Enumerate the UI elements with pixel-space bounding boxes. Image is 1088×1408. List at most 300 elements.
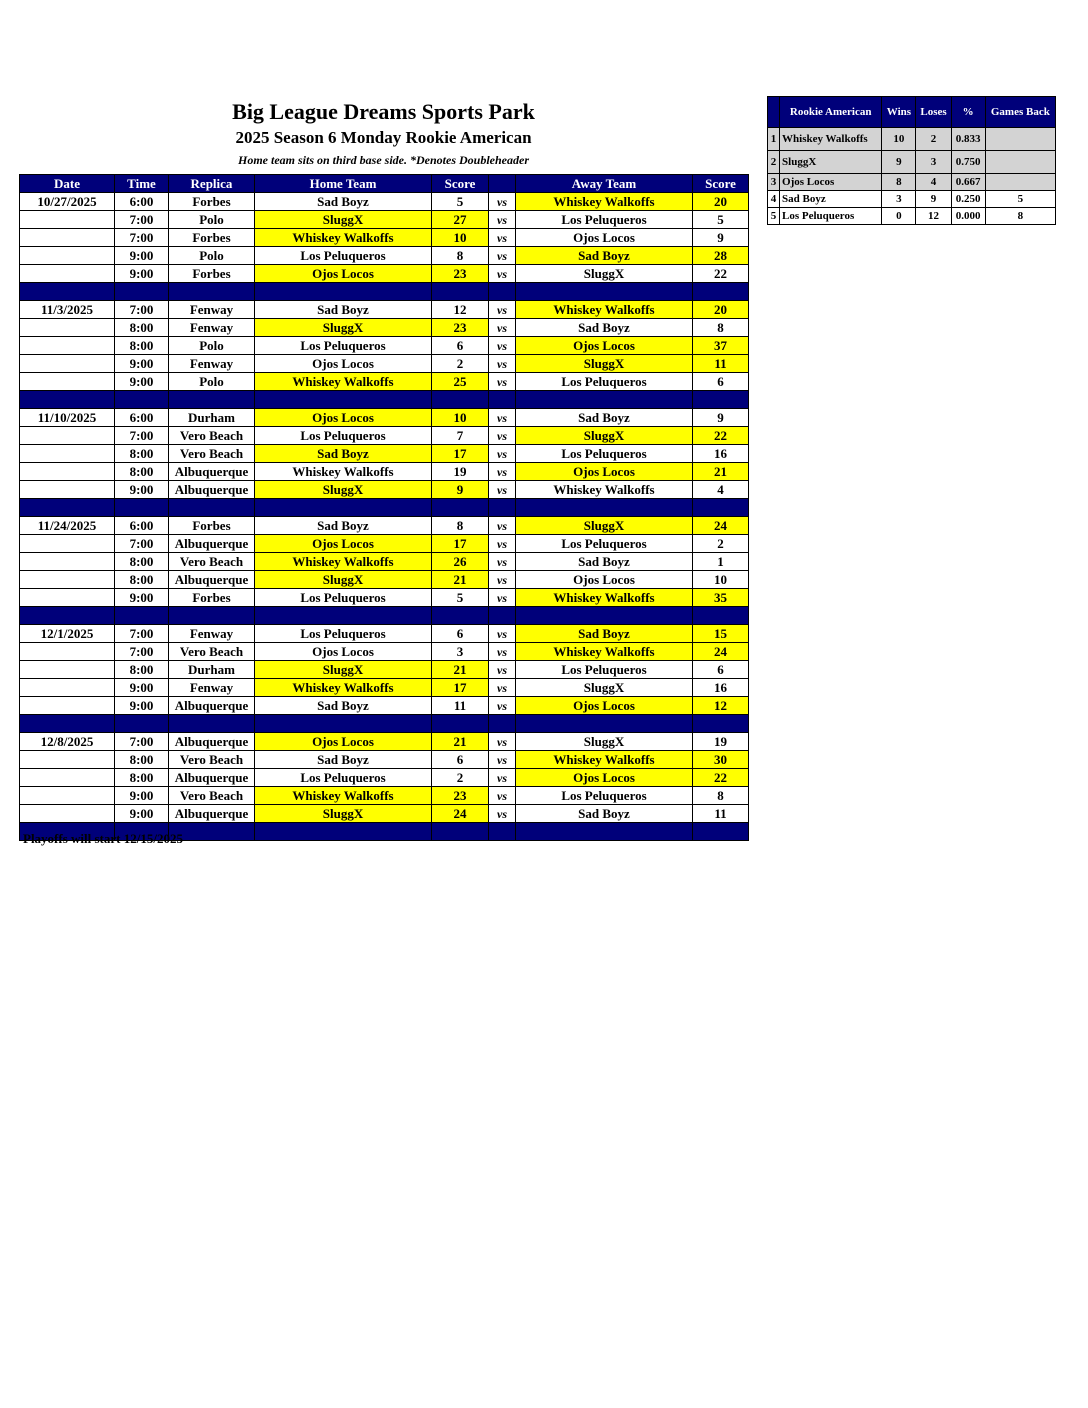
standings-row [768,151,1056,174]
game-replica: Albuquerque [169,481,255,499]
vs-label: vs [489,409,516,427]
separator-cell [115,283,169,301]
playoffs-note: Playoffs will start 12/15/2025 [23,831,183,846]
home-score: 17 [432,445,489,463]
game-date [20,697,115,715]
game-date: 11/10/2025 [20,409,115,427]
standings-rank: 2 [768,151,780,174]
away-team: SluggX [516,733,693,751]
home-score: 2 [432,769,489,787]
home-team: Los Peluqueros [255,589,432,607]
separator-cell [169,391,255,409]
away-score: 10 [693,571,749,589]
game-time: 7:00 [115,301,169,319]
home-score: 21 [432,571,489,589]
week-separator-row [20,715,749,733]
game-row [20,247,749,265]
away-score: 28 [693,247,749,265]
home-score: 2 [432,355,489,373]
page-title: Big League Dreams Sports Park [232,99,535,124]
away-team: Sad Boyz [516,625,693,643]
game-replica: Albuquerque [169,769,255,787]
away-score: 16 [693,679,749,697]
standings-wins: 0 [882,208,916,225]
home-score: 21 [432,733,489,751]
home-team: Ojos Locos [255,535,432,553]
separator-cell [20,715,115,733]
away-score: 22 [693,769,749,787]
separator-cell [115,607,169,625]
game-replica: Vero Beach [169,751,255,769]
home-team: Whiskey Walkoffs [255,373,432,391]
game-time: 6:00 [115,517,169,535]
vs-label: vs [489,769,516,787]
standings-wins: 9 [882,151,916,174]
separator-cell [255,499,432,517]
separator-cell [255,607,432,625]
standings-pct: 0.750 [951,151,985,174]
separator-cell [169,499,255,517]
away-team: Whiskey Walkoffs [516,301,693,319]
game-date: 12/1/2025 [20,625,115,643]
vs-label: vs [489,589,516,607]
separator-cell [516,823,693,841]
home-score: 6 [432,337,489,355]
game-date [20,265,115,283]
week-separator-row [20,283,749,301]
away-score: 22 [693,265,749,283]
game-row [20,643,749,661]
vs-label: vs [489,625,516,643]
game-row [20,463,749,481]
standings-wins: 10 [882,128,916,151]
away-team: Sad Boyz [516,319,693,337]
vs-label: vs [489,643,516,661]
standings-games-back [985,128,1055,151]
game-row [20,319,749,337]
separator-cell [432,283,489,301]
separator-cell [255,391,432,409]
home-team: Sad Boyz [255,751,432,769]
home-team: Sad Boyz [255,301,432,319]
home-team: Ojos Locos [255,355,432,373]
col-header-date: Date [20,175,115,193]
home-score: 8 [432,517,489,535]
game-row [20,265,749,283]
away-team: Whiskey Walkoffs [516,751,693,769]
home-team: SluggX [255,805,432,823]
away-score: 8 [693,787,749,805]
page-note: Home team sits on third base side. *Denotes Doubleheader [238,153,529,167]
away-score: 20 [693,301,749,319]
game-replica: Forbes [169,517,255,535]
game-date [20,787,115,805]
home-team: Whiskey Walkoffs [255,463,432,481]
vs-label: vs [489,229,516,247]
game-replica: Polo [169,373,255,391]
vs-label: vs [489,733,516,751]
game-replica: Albuquerque [169,463,255,481]
game-time: 7:00 [115,625,169,643]
vs-label: vs [489,535,516,553]
separator-cell [516,607,693,625]
home-team: Sad Boyz [255,445,432,463]
separator-cell [20,391,115,409]
away-score: 37 [693,337,749,355]
separator-cell [693,391,749,409]
home-team: Whiskey Walkoffs [255,787,432,805]
away-team: Los Peluqueros [516,787,693,805]
game-row [20,301,749,319]
vs-label: vs [489,571,516,589]
schedule-header-row [20,175,749,193]
separator-cell [432,715,489,733]
away-team: Ojos Locos [516,769,693,787]
home-score: 19 [432,463,489,481]
separator-cell [693,499,749,517]
separator-cell [115,499,169,517]
game-time: 7:00 [115,733,169,751]
game-row [20,409,749,427]
game-time: 9:00 [115,481,169,499]
separator-cell [432,823,489,841]
page-subtitle: 2025 Season 6 Monday Rookie American [235,128,532,147]
game-replica: Durham [169,409,255,427]
game-date: 11/3/2025 [20,301,115,319]
away-score: 2 [693,535,749,553]
separator-cell [693,715,749,733]
away-team: Whiskey Walkoffs [516,589,693,607]
game-time: 8:00 [115,751,169,769]
game-row [20,373,749,391]
game-date [20,643,115,661]
game-replica: Albuquerque [169,535,255,553]
away-score: 5 [693,211,749,229]
game-time: 8:00 [115,769,169,787]
away-team: SluggX [516,355,693,373]
game-replica: Fenway [169,301,255,319]
home-team: Whiskey Walkoffs [255,553,432,571]
game-time: 9:00 [115,787,169,805]
home-score: 5 [432,193,489,211]
away-score: 22 [693,427,749,445]
home-team: SluggX [255,571,432,589]
home-team: Los Peluqueros [255,337,432,355]
game-row [20,625,749,643]
away-score: 9 [693,229,749,247]
game-date [20,355,115,373]
game-row [20,445,749,463]
vs-label: vs [489,697,516,715]
home-score: 24 [432,805,489,823]
vs-label: vs [489,247,516,265]
separator-cell [489,391,516,409]
home-score: 6 [432,625,489,643]
standings-row [768,191,1056,208]
standings-team: Ojos Locos [780,174,882,191]
home-team: SluggX [255,319,432,337]
home-team: SluggX [255,211,432,229]
game-date [20,553,115,571]
game-date: 10/27/2025 [20,193,115,211]
col-header-away-team: Away Team [516,175,693,193]
home-team: Sad Boyz [255,517,432,535]
away-score: 1 [693,553,749,571]
home-score: 26 [432,553,489,571]
game-replica: Fenway [169,355,255,373]
standings-pct: 0.000 [951,208,985,225]
standings-wins: 3 [882,191,916,208]
home-score: 3 [432,643,489,661]
game-replica: Vero Beach [169,787,255,805]
standings-wins: 8 [882,174,916,191]
game-date [20,463,115,481]
game-row [20,481,749,499]
home-team: Ojos Locos [255,733,432,751]
away-team: SluggX [516,427,693,445]
standings-pct: 0.667 [951,174,985,191]
standings-games-back [985,174,1055,191]
away-score: 19 [693,733,749,751]
game-time: 8:00 [115,337,169,355]
game-time: 9:00 [115,679,169,697]
game-date [20,229,115,247]
game-date [20,769,115,787]
game-replica: Vero Beach [169,445,255,463]
week-separator-row [20,607,749,625]
title-block [19,98,748,170]
game-date [20,427,115,445]
separator-cell [432,391,489,409]
game-date [20,211,115,229]
home-score: 7 [432,427,489,445]
game-replica: Fenway [169,625,255,643]
col-header-replica: Replica [169,175,255,193]
away-team: Los Peluqueros [516,211,693,229]
standings-table [767,96,1056,225]
schedule-table [19,174,749,841]
home-team: Ojos Locos [255,643,432,661]
game-row [20,427,749,445]
standings-rank: 4 [768,191,780,208]
home-team: Sad Boyz [255,697,432,715]
separator-cell [516,715,693,733]
game-time: 9:00 [115,265,169,283]
away-score: 24 [693,517,749,535]
away-team: Sad Boyz [516,409,693,427]
game-row [20,589,749,607]
col-header-vs [489,175,516,193]
game-time: 9:00 [115,589,169,607]
vs-label: vs [489,301,516,319]
schedule-body [20,193,749,841]
home-score: 5 [432,589,489,607]
game-date [20,571,115,589]
game-row [20,787,749,805]
game-replica: Polo [169,211,255,229]
standings-header-wins: Wins [882,97,916,128]
game-date [20,445,115,463]
vs-label: vs [489,445,516,463]
home-score: 10 [432,229,489,247]
away-team: Los Peluqueros [516,535,693,553]
col-header-home-team: Home Team [255,175,432,193]
home-score: 10 [432,409,489,427]
away-score: 16 [693,445,749,463]
home-score: 23 [432,787,489,805]
game-time: 7:00 [115,427,169,445]
separator-cell [255,715,432,733]
week-separator-row [20,499,749,517]
standings-loses: 12 [916,208,951,225]
col-header-time: Time [115,175,169,193]
game-date [20,661,115,679]
home-score: 17 [432,535,489,553]
game-replica: Fenway [169,679,255,697]
game-replica: Albuquerque [169,697,255,715]
separator-cell [516,283,693,301]
game-replica: Forbes [169,589,255,607]
game-time: 9:00 [115,697,169,715]
away-score: 20 [693,193,749,211]
game-replica: Durham [169,661,255,679]
vs-label: vs [489,553,516,571]
away-team: SluggX [516,265,693,283]
standings-body [768,128,1056,225]
game-date [20,589,115,607]
separator-cell [693,823,749,841]
vs-label: vs [489,319,516,337]
separator-cell [489,823,516,841]
game-time: 8:00 [115,319,169,337]
vs-label: vs [489,373,516,391]
game-replica: Albuquerque [169,571,255,589]
home-team: Sad Boyz [255,193,432,211]
standings-rank: 3 [768,174,780,191]
away-team: Ojos Locos [516,571,693,589]
game-replica: Fenway [169,319,255,337]
col-header-home-score: Score [432,175,489,193]
home-score: 11 [432,697,489,715]
separator-cell [255,283,432,301]
vs-label: vs [489,427,516,445]
away-team: Sad Boyz [516,553,693,571]
game-replica: Vero Beach [169,643,255,661]
game-replica: Forbes [169,265,255,283]
home-score: 23 [432,319,489,337]
vs-label: vs [489,193,516,211]
vs-label: vs [489,805,516,823]
standings-pct: 0.250 [951,191,985,208]
home-score: 6 [432,751,489,769]
away-score: 12 [693,697,749,715]
away-team: SluggX [516,517,693,535]
separator-cell [169,715,255,733]
game-row [20,211,749,229]
standings-team: Sad Boyz [780,191,882,208]
game-replica: Polo [169,247,255,265]
away-score: 6 [693,661,749,679]
vs-label: vs [489,211,516,229]
game-row [20,229,749,247]
home-score: 25 [432,373,489,391]
away-team: Sad Boyz [516,247,693,265]
game-time: 6:00 [115,193,169,211]
away-score: 35 [693,589,749,607]
game-time: 8:00 [115,445,169,463]
separator-cell [20,607,115,625]
game-replica: Vero Beach [169,553,255,571]
game-date [20,247,115,265]
game-row [20,769,749,787]
game-time: 8:00 [115,661,169,679]
standings-games-back: 8 [985,208,1055,225]
away-team: Sad Boyz [516,805,693,823]
vs-label: vs [489,463,516,481]
game-row [20,355,749,373]
home-score: 9 [432,481,489,499]
game-time: 9:00 [115,373,169,391]
game-row [20,805,749,823]
separator-cell [489,283,516,301]
game-date [20,679,115,697]
game-time: 9:00 [115,247,169,265]
standings-team: Whiskey Walkoffs [780,128,882,151]
game-time: 6:00 [115,409,169,427]
away-team: Ojos Locos [516,337,693,355]
standings-row [768,128,1056,151]
game-time: 9:00 [115,805,169,823]
game-time: 7:00 [115,229,169,247]
standings-row [768,208,1056,225]
standings-header-rank [768,97,780,128]
home-team: Whiskey Walkoffs [255,679,432,697]
home-score: 17 [432,679,489,697]
separator-cell [693,283,749,301]
game-replica: Vero Beach [169,427,255,445]
game-date [20,535,115,553]
game-row [20,751,749,769]
away-score: 6 [693,373,749,391]
away-team: Whiskey Walkoffs [516,643,693,661]
separator-cell [693,607,749,625]
home-score: 12 [432,301,489,319]
game-date [20,373,115,391]
away-team: Whiskey Walkoffs [516,481,693,499]
game-row [20,571,749,589]
away-score: 4 [693,481,749,499]
game-date [20,337,115,355]
home-team: SluggX [255,661,432,679]
standings-team: Los Peluqueros [780,208,882,225]
game-time: 9:00 [115,355,169,373]
separator-cell [20,283,115,301]
standings-rank: 5 [768,208,780,225]
separator-cell [516,499,693,517]
standings-loses: 3 [916,151,951,174]
home-score: 21 [432,661,489,679]
game-date [20,319,115,337]
home-score: 27 [432,211,489,229]
game-replica: Forbes [169,193,255,211]
home-team: Whiskey Walkoffs [255,229,432,247]
game-date: 11/24/2025 [20,517,115,535]
separator-cell [20,499,115,517]
vs-label: vs [489,517,516,535]
game-replica: Forbes [169,229,255,247]
away-score: 30 [693,751,749,769]
away-score: 9 [693,409,749,427]
